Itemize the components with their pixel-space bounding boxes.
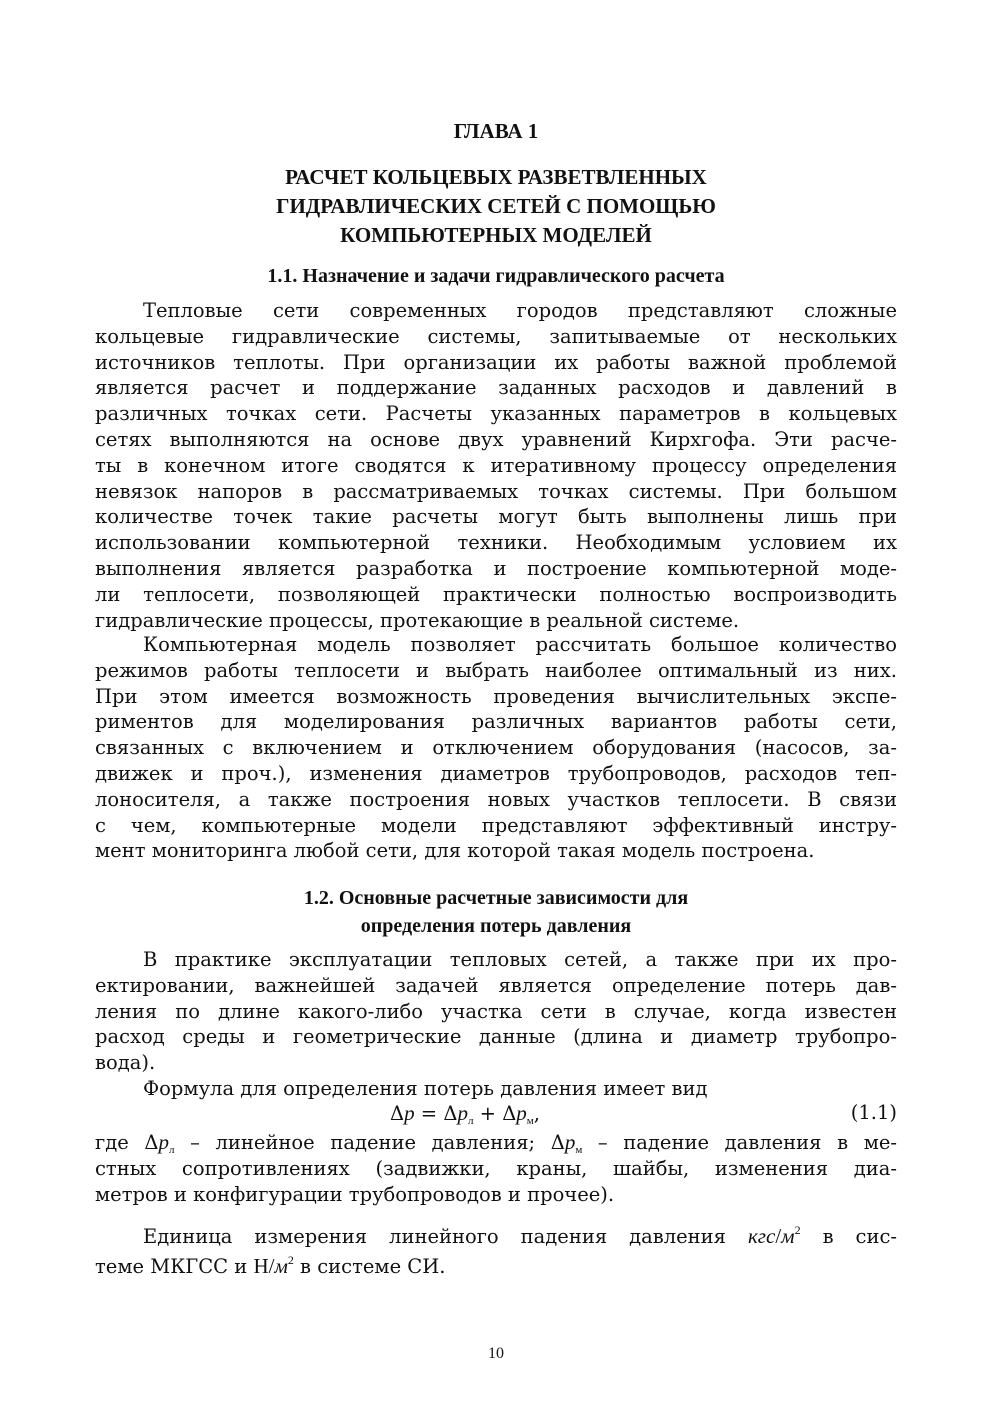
text-line: движек и проч.), изменения диаметров трубопроводов, расходов теп- (95, 761, 897, 785)
formula-subscript: м (526, 1115, 534, 1127)
text-run: – падение давления в ме- (582, 1131, 898, 1154)
formula-operator: = (414, 1102, 444, 1125)
text-run: в сис- (800, 1225, 897, 1248)
formula-expression (390, 1101, 540, 1127)
text-line: При этом имеется возможность проведения вычислительных экспе- (95, 684, 897, 708)
text-line (95, 1130, 897, 1156)
unit-slash: / (268, 1254, 275, 1278)
text-line: Компьютерная модель позволяет рассчитать большое количество (143, 633, 897, 656)
text-line: гидравлические процессы, протекающие в реальной системе. (95, 608, 740, 632)
unit-newton: Н (253, 1254, 269, 1278)
text-line: ли теплосети, позволяющей практически полностью воспроизводить (95, 582, 897, 606)
formula-operator: + (473, 1102, 503, 1125)
formula-1-1 (0, 1101, 992, 1127)
text-run: Единица измерения линейного падения давления (143, 1225, 748, 1248)
text-run: – линейное падение давления; (174, 1131, 551, 1154)
text-run: теме МКГСС и (95, 1255, 254, 1278)
text-line: количестве точек такие расчеты могут быть выполнены лишь при (95, 505, 897, 529)
section-heading-line: 1.2. Основные расчетные зависимости для (303, 887, 689, 909)
text-line: связанных с включением и отключением оборудования (насосов, за- (95, 736, 897, 760)
section-heading-1-1: 1.1. Назначение и задачи гидравлического расчета (267, 265, 725, 287)
chapter-title (0, 163, 992, 250)
text-line: с чем, компьютерные модели представляют эффективный инстру- (95, 813, 897, 837)
text-line: вода). (95, 1051, 156, 1075)
formula-variable: p (516, 1101, 527, 1125)
text-run: в системе СИ. (293, 1255, 446, 1278)
text-line: источников теплоты. При организации их работы важной проблемой (95, 350, 897, 374)
text-line: лоносителя, а также построения новых участков теплосети. В связи (95, 787, 897, 811)
chapter-title-line: КОМПЬЮТЕРНЫХ МОДЕЛЕЙ (340, 223, 652, 247)
delta-symbol: Δ (144, 1131, 159, 1154)
page-number: 10 (488, 1345, 504, 1362)
text-line: является расчет и поддержание заданных расходов и давлений в (95, 376, 897, 400)
unit-slash: / (775, 1224, 782, 1248)
unit-meter: м (781, 1224, 795, 1248)
paragraph-5 (95, 1215, 897, 1278)
chapter-heading: ГЛАВА 1 (453, 119, 539, 143)
formula-punctuation: , (533, 1102, 540, 1125)
text-line: ты в конечном итоге сводятся к итеративному процессу определения (95, 453, 897, 477)
text-line: риментов для моделирования различных вариантов работы сети, (95, 710, 897, 734)
text-line: выполнения является разработка и построение компьютерной моде- (95, 556, 897, 580)
unit-exponent: 2 (287, 1253, 294, 1267)
unit-exponent: 2 (794, 1223, 801, 1237)
text-line: использовании компьютерной техники. Необходимым условием их (95, 531, 897, 555)
formula-subscript: л (169, 1144, 175, 1156)
text-line: невязок напоров в рассматриваемых точках системы. При большом (95, 479, 897, 503)
text-line: метров и конфигурации трубопроводов и прочее). (95, 1182, 615, 1206)
paragraph-3 (95, 947, 897, 1102)
unit-meter: м (274, 1254, 288, 1278)
delta-symbol: Δ (443, 1102, 458, 1125)
text-run: где (95, 1131, 145, 1154)
text-line: ектировании, важнейшей задачей является определение потерь дав- (95, 973, 897, 997)
paragraph-4 (95, 1130, 897, 1207)
delta-symbol: Δ (390, 1102, 405, 1125)
paragraph-1 (95, 298, 897, 633)
text-line: мент мониторинга любой сети, для которой такая модель построена. (95, 839, 815, 863)
paragraph-2 (95, 632, 897, 864)
delta-symbol: Δ (550, 1131, 565, 1154)
text-line: стных сопротивлениях (задвижки, краны, шайбы, изменения диа- (95, 1156, 897, 1180)
formula-subscript: м (575, 1144, 583, 1156)
text-line: режимов работы теплосети и выбрать наиболее оптимальный из них. (95, 658, 897, 682)
text-line: сетях выполняются на основе двух уравнений Кирхгофа. Эти расче- (95, 427, 897, 451)
chapter-title-line: РАСЧЕТ КОЛЬЦЕВЫХ РАЗВЕТВЛЕННЫХ (285, 165, 707, 189)
text-line (95, 1245, 897, 1278)
section-heading-line: определения потерь давления (360, 915, 632, 937)
text-line (95, 1215, 897, 1248)
formula-variable: p (404, 1101, 415, 1125)
delta-symbol: Δ (502, 1102, 517, 1125)
formula-variable: p (158, 1130, 169, 1154)
formula-number: (1.1) (850, 1101, 897, 1124)
unit-kgs: кгс (747, 1224, 776, 1248)
text-line: различных точках сети. Расчеты указанных параметров в кольцевых (95, 402, 897, 426)
formula-variable: p (457, 1101, 468, 1125)
formula-variable: p (564, 1130, 576, 1154)
text-line: ления по длине какого-либо участка сети в случае, когда известен (95, 999, 897, 1023)
formula-subscript: л (467, 1115, 474, 1127)
text-line: кольцевые гидравлические системы, запитываемые от нескольких (95, 324, 897, 348)
text-line: расход среды и геометрические данные (длина и диаметр трубопро- (95, 1025, 897, 1049)
text-line: В практике эксплуатации тепловых сетей, а также при их про- (143, 948, 897, 971)
text-line: Формула для определения потерь давления имеет вид (143, 1076, 708, 1100)
text-line: Тепловые сети современных городов представляют сложные (143, 299, 897, 322)
chapter-title-line: ГИДРАВЛИЧЕСКИХ СЕТЕЙ С ПОМОЩЬЮ (276, 194, 716, 218)
section-heading-1-2 (0, 884, 992, 940)
